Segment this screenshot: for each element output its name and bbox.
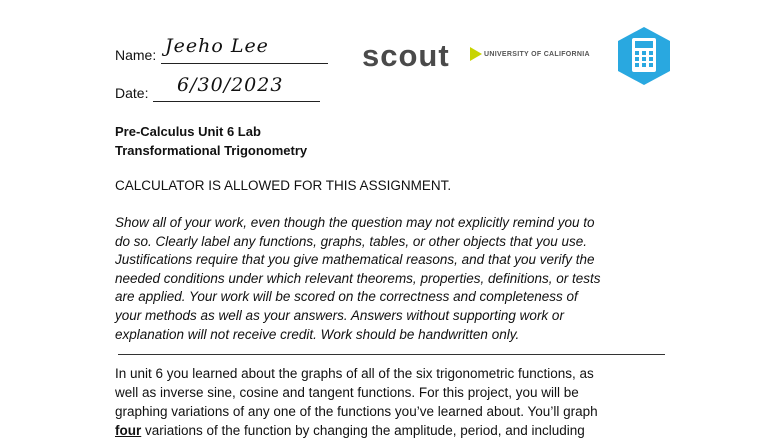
instructions-line: are applied. Your work will be scored on the correctness and completeness of xyxy=(115,289,578,305)
body-line: In unit 6 you learned about the graphs of all of the six trigonometric functions, as xyxy=(115,366,594,381)
instructions-line: do so. Clearly label any functions, graphs, tables, or other objects that you use. xyxy=(115,233,588,249)
instructions-line: your methods as well as your answers. Answers without supporting work or xyxy=(115,307,564,323)
assignment-title xyxy=(115,122,307,160)
instructions-paragraph xyxy=(115,214,675,344)
section-divider xyxy=(118,354,665,355)
body-line: graphing variations of any one of the functions you’ve learned about. You’ll graph xyxy=(115,404,598,419)
instructions-line: explanation will not receive credit. Work should be handwritten only. xyxy=(115,326,520,342)
instructions-line: Justifications require that you give mathematical reasons, and that you verify the xyxy=(115,252,595,268)
body-line xyxy=(115,421,675,440)
body-line: well as inverse sine, cosine and tangent functions. For this project, you will be xyxy=(115,385,579,400)
instructions-line: Show all of your work, even though the question may not explicitly remind you to xyxy=(115,215,595,230)
date-handwritten-value: 6/30/2023 xyxy=(177,74,284,96)
body-line-rest: variations of the function by changing the amplitude, period, and including xyxy=(141,423,585,438)
date-label: Date: xyxy=(115,85,149,101)
instructions-line: needed conditions under which relevant theorems, properties, definitions, or tests xyxy=(115,270,601,286)
emphasis-four: four xyxy=(115,423,142,438)
scout-triangle-icon xyxy=(470,47,482,61)
scout-wordmark: scout xyxy=(362,38,450,73)
date-field[interactable] xyxy=(115,74,321,105)
name-label: Name: xyxy=(115,47,157,63)
name-handwritten-value: Jeeho Lee xyxy=(165,35,269,57)
title-line-1: Pre-Calculus Unit 6 Lab xyxy=(115,124,261,139)
title-line-2: Transformational Trigonometry xyxy=(115,143,308,158)
calculator-notice: CALCULATOR IS ALLOWED FOR THIS ASSIGNMENT. xyxy=(115,178,452,193)
calculator-icon xyxy=(617,26,671,86)
name-field[interactable] xyxy=(115,35,329,67)
body-paragraph xyxy=(115,364,675,440)
scout-subtitle: UNIVERSITY OF CALIFORNIA xyxy=(484,51,590,58)
